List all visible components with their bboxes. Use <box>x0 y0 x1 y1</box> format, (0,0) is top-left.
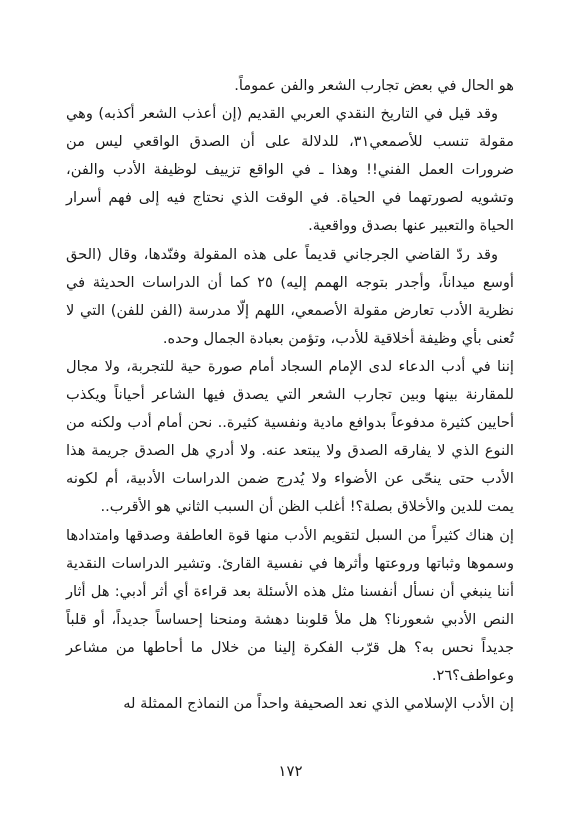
paragraph-evaluation-criteria: إن هناك كثيراً من السبل لتقويم الأدب منها قوة العاطفة وصدقها وامتدادها وسموها وثباتها وروعتها وأثرها في نفسية القارئ. وتشير الدراسات النقدية أننا ينبغي أن نسأل أنفسنا مثل هذه الأسئلة بعد قراءة أي أثر أدبي: هل أثار النص الأدبي شعورنا؟ هل ملأ قلوبنا دهشة ومنحنا إحساساً جديداً، أو قلباً جديداً نحس به؟ هل قرّب الفكرة إلينا من خلال ما أحاطها من مشاعر وعواطف؟٢٦. <box>66 526 514 684</box>
page-number: ١٧٢ <box>278 762 303 780</box>
paragraph-jurjani-response: وقد ردّ القاضي الجرجاني قديماً على هذه المقولة وفنّدها، وقال (الحق أوسع ميداناً، وأجدر بتوجه الهمم إليه) ٢٥ كما أن الدراسات الحديثة في نظرية الأدب تعارض مقولة الأصمعي، اللهم إلّا مدرسة (الفن للفن) التي لا تُعنى بأي وظيفة أخلاقية للأدب، وتؤمن بعبادة الجمال وحده. <box>66 245 514 347</box>
paragraph-continuation: هو الحال في بعض تجارب الشعر والفن عموماً. <box>234 77 514 94</box>
paragraph-sajjad-prayer: إننا في أدب الدعاء لدى الإمام السجاد أمام صورة حية للتجربة، ولا مجال للمقارنة بينها وبين تجارب الشعر التي يصدق فيها الشاعر أحياناً ويكذب أحايين كثيرة مدفوعاً بدوافع مادية ونفسية كثيرة.. نحن أمام أدب ولكنه من النوع الذي لا يفارقه الصدق ولا يبتعد عنه. ولا أدري هل الصدق جريمة هذا الأدب حتى ينحّى عن الأضواء ولا يُدرج ضمن الدراسات الأدبية، أم لكونه يمت للدين والأخلاق بصلة؟! أغلب الظن أن السبب الثاني هو الأقرب.. <box>66 357 514 516</box>
paragraph-asmai-saying: وقد قيل في التاريخ النقدي العربي القديم (إن أعذب الشعر أكذبه) وهي مقولة تنسب للأصمعي٣١، للدلالة على أن الصدق الواقعي ليس من ضرورات العمل الفني!! وهذا ـ في الواقع تزييف لوظيفة الأدب والفن، وتشويه لصورتهما في الحياة. في الوقت الذي نحتاج فيه إلى فهم أسرار الحياة والتعبير عنها بصدق وواقعية. <box>66 105 514 235</box>
paragraph-islamic-literature: إن الأدب الإسلامي الذي نعد الصحيفة واحداً من النماذج الممثلة له <box>123 695 514 713</box>
body-text <box>66 72 514 718</box>
